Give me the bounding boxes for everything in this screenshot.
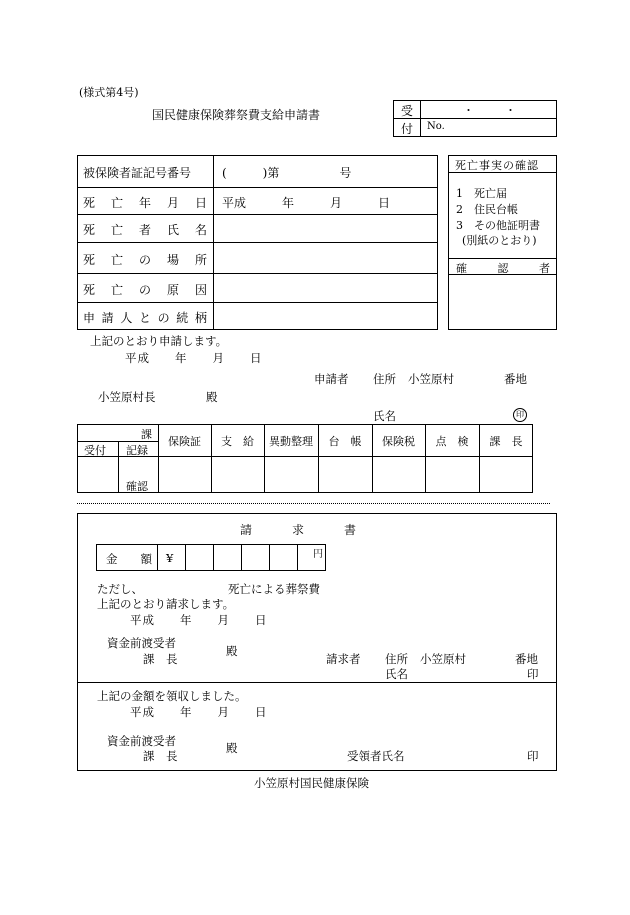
applicant-address-village: 小笠原村 bbox=[408, 372, 454, 386]
deceased-name-field[interactable] bbox=[222, 221, 432, 237]
cut-line bbox=[77, 503, 550, 504]
cause-of-death-field[interactable] bbox=[222, 281, 432, 297]
amount-digit-1[interactable] bbox=[187, 546, 211, 569]
office-col-kacho: 課 長 bbox=[489, 435, 523, 448]
applicant-name-label: 氏名 bbox=[373, 409, 396, 423]
invoice-title: 請 求 書 bbox=[240, 523, 358, 537]
label-deceased-name: 死 亡 者 氏 名 bbox=[83, 223, 207, 237]
reception-number-field[interactable]: No. bbox=[427, 121, 445, 132]
label-relationship: 申 請 人 と の 続 柄 bbox=[83, 311, 207, 325]
insured-card-number-field[interactable]: ( )第 号 bbox=[222, 166, 352, 180]
confirmer-field[interactable] bbox=[452, 278, 552, 326]
receipt-date[interactable]: 平成 年 月 日 bbox=[130, 705, 268, 719]
requester-seal: 印 bbox=[527, 667, 539, 681]
applicant-seal-icon: 印 bbox=[513, 408, 527, 422]
reception-date-field[interactable]: ・ ・ bbox=[463, 104, 526, 117]
office-uketsuke-label: 受付 bbox=[84, 444, 106, 457]
confirmer-label: 確 認 者 bbox=[456, 262, 550, 275]
reception-tsuke: 付 bbox=[401, 122, 414, 136]
invoice-death-funeral: 死亡による葬祭費 bbox=[228, 582, 320, 596]
office-kakunin-label: 確認 bbox=[126, 480, 148, 493]
requester-name-label: 氏名 bbox=[385, 667, 408, 681]
invoice-dono: 殿 bbox=[226, 644, 238, 658]
receipt-statement: 上記の金額を領収しました。 bbox=[97, 689, 247, 703]
form-number: (様式第4号) bbox=[79, 86, 139, 99]
invoice-advance-recipient: 資金前渡受者 bbox=[107, 636, 176, 650]
office-ka-label: 課 bbox=[141, 428, 152, 441]
confirm-item-2[interactable]: 2 住民台帳 bbox=[456, 203, 518, 216]
label-insured-card-number: 被保険者証記号番号 bbox=[83, 166, 192, 180]
confirm-item-1[interactable]: 1 死亡届 bbox=[456, 187, 507, 200]
yen-unit: 円 bbox=[313, 549, 323, 560]
applicant-address-banchi: 番地 bbox=[504, 372, 527, 386]
amount-digit-3[interactable] bbox=[243, 546, 267, 569]
receipt-section-chief: 課 長 bbox=[143, 749, 178, 763]
yen-symbol: ¥ bbox=[166, 551, 174, 565]
death-confirmation-header: 死亡事実の確認 bbox=[455, 159, 539, 172]
office-col-hokenzei: 保険税 bbox=[382, 435, 415, 448]
receipt-advance-recipient: 資金前渡受者 bbox=[107, 734, 176, 748]
application-date[interactable]: 平成 年 月 日 bbox=[125, 351, 263, 365]
label-date-of-death: 死 亡 年 月 日 bbox=[83, 196, 207, 210]
date-of-death-field[interactable]: 平成 年 月 日 bbox=[222, 196, 391, 210]
requester-address-village: 小笠原村 bbox=[420, 652, 466, 666]
requester-address-label: 住所 bbox=[385, 652, 408, 666]
addressee-mayor: 小笠原村長 bbox=[98, 390, 156, 404]
place-of-death-field[interactable] bbox=[222, 251, 432, 267]
confirm-item-3[interactable]: 3 その他証明書 bbox=[456, 219, 540, 232]
receipt-dono: 殿 bbox=[226, 741, 238, 755]
amount-digit-4[interactable] bbox=[271, 546, 295, 569]
invoice-tadashi: ただし、 bbox=[97, 582, 143, 596]
invoice-section-chief: 課 長 bbox=[143, 652, 178, 666]
confirm-note: (別紙のとおり) bbox=[462, 234, 537, 247]
recipient-seal: 印 bbox=[527, 749, 539, 763]
invoice-date[interactable]: 平成 年 月 日 bbox=[130, 613, 268, 627]
addressee-dono: 殿 bbox=[206, 390, 218, 404]
office-kiroku-label: 記録 bbox=[126, 444, 148, 457]
reception-uke: 受 bbox=[401, 104, 414, 118]
office-col-daicho: 台 帳 bbox=[328, 435, 362, 448]
invoice-statement: 上記のとおり請求します。 bbox=[97, 597, 235, 611]
requester-address-banchi: 番地 bbox=[515, 652, 538, 666]
relationship-field[interactable] bbox=[222, 309, 432, 325]
label-cause-of-death: 死 亡 の 原 因 bbox=[83, 283, 207, 297]
applicant-address-label: 住所 bbox=[373, 372, 396, 386]
application-statement: 上記のとおり申請します。 bbox=[90, 334, 228, 348]
page-title: 国民健康保険葬祭費支給申請書 bbox=[152, 108, 321, 122]
office-col-ido-seiri: 異動整理 bbox=[269, 435, 313, 448]
requester-label: 請求者 bbox=[326, 652, 361, 666]
label-place-of-death: 死 亡 の 場 所 bbox=[83, 253, 207, 267]
office-col-hokensho: 保険証 bbox=[168, 435, 201, 448]
applicant-label: 申請者 bbox=[314, 372, 349, 386]
footer-issuer: 小笠原村国民健康保険 bbox=[254, 776, 369, 790]
amount-digit-2[interactable] bbox=[215, 546, 239, 569]
amount-label: 金 額 bbox=[106, 552, 152, 566]
office-col-tenken: 点 検 bbox=[435, 435, 469, 448]
office-col-shikyu: 支 給 bbox=[221, 435, 254, 448]
recipient-name-label: 受領者氏名 bbox=[347, 749, 405, 763]
